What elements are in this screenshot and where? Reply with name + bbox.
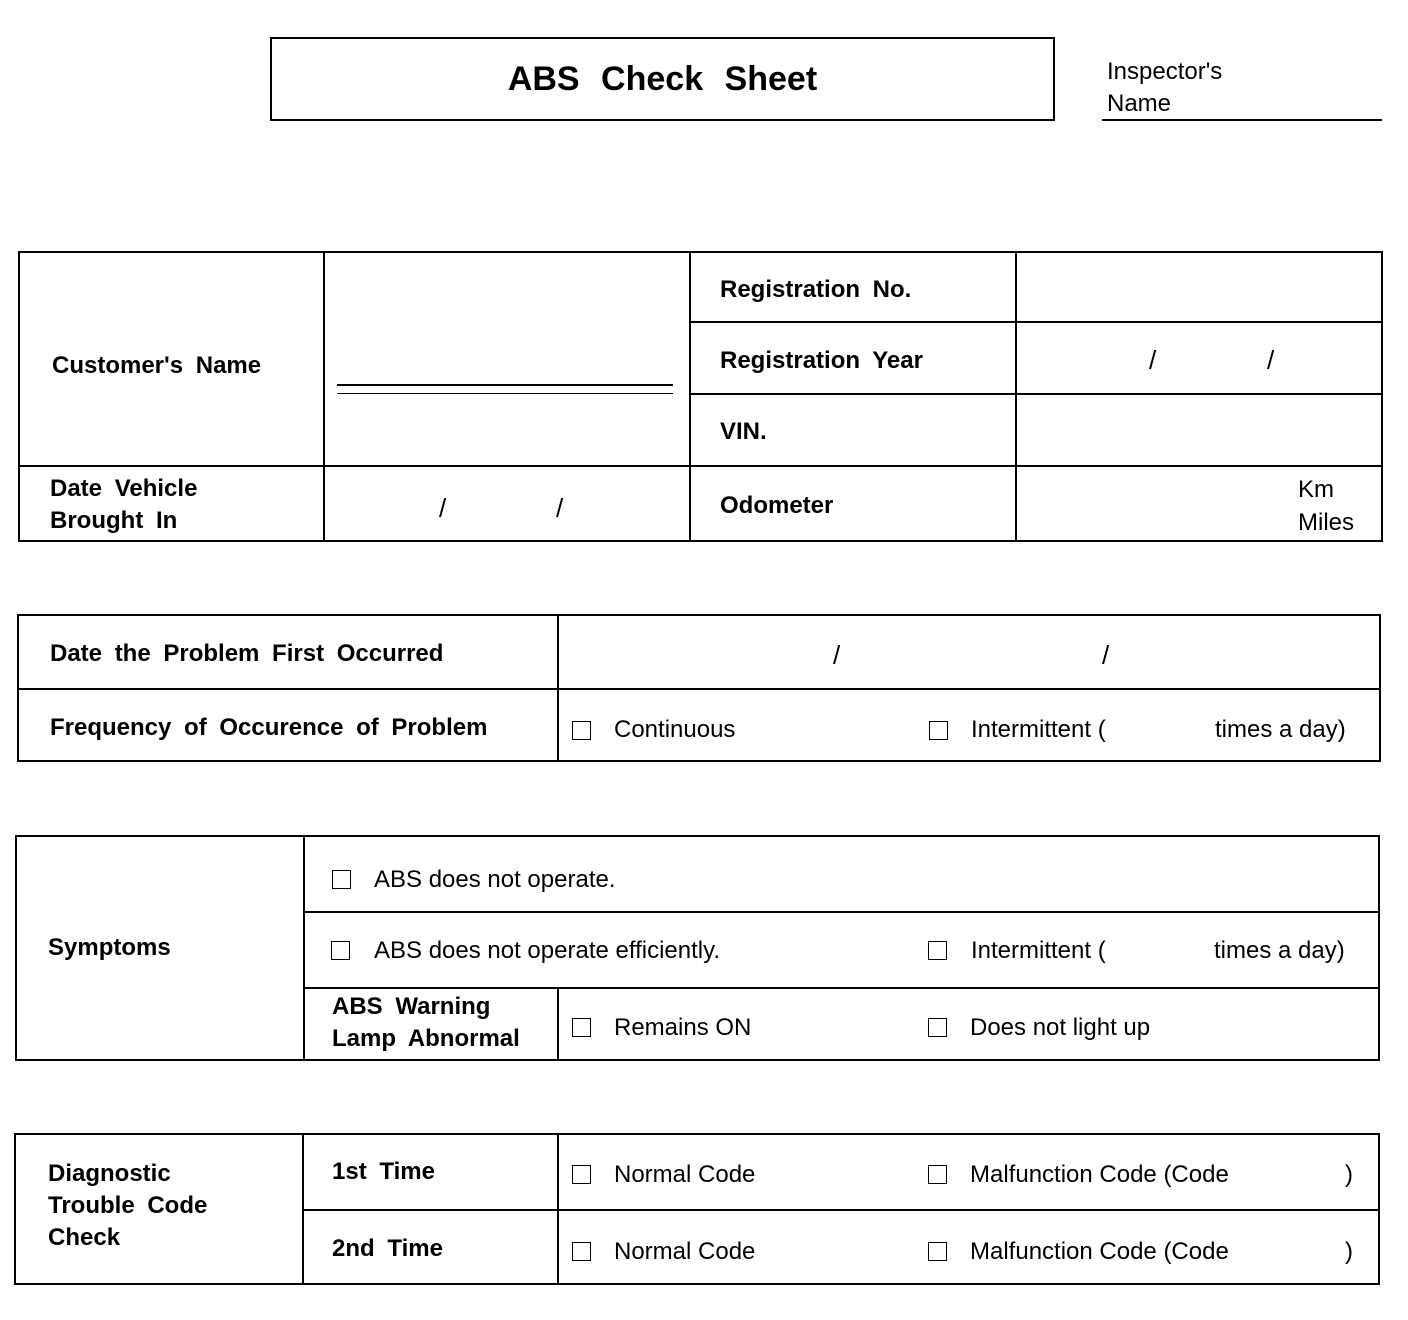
second-malfunction-code-label: Malfunction Code (Code [970, 1238, 1229, 1265]
symptom-times-a-day-label: times a day) [1214, 937, 1345, 964]
second-time-label: 2nd Time [332, 1235, 443, 1262]
odometer-label: Odometer [720, 492, 834, 519]
does-not-light-checkbox[interactable] [928, 1018, 947, 1037]
date-brought-in-field[interactable] [327, 469, 687, 540]
times-per-day-field[interactable] [1135, 712, 1211, 748]
dtc-check-label [48, 1158, 207, 1254]
divider [18, 465, 1383, 467]
inspector-label-line2: Name [1107, 90, 1172, 117]
inspector-name-label [1107, 56, 1222, 120]
first-occurred-field[interactable] [561, 618, 1377, 686]
inspector-name-field[interactable] [1102, 119, 1382, 121]
date-separator: / [556, 493, 564, 523]
page-title: ABS Check Sheet [270, 37, 1055, 121]
second-close-paren: ) [1345, 1238, 1353, 1265]
second-code-field[interactable] [1270, 1234, 1340, 1270]
second-normal-code-label: Normal Code [614, 1238, 756, 1265]
abs-not-efficient-label: ABS does not operate efficiently. [374, 937, 720, 964]
registration-year-field[interactable] [1019, 325, 1379, 391]
symptom-intermittent-checkbox[interactable] [928, 941, 947, 960]
registration-no-label: Registration No. [720, 276, 912, 303]
continuous-checkbox[interactable] [572, 721, 591, 740]
divider [689, 321, 1383, 323]
dtc-line3: Check [48, 1224, 121, 1251]
divider [302, 1209, 1380, 1211]
times-a-day-label: times a day) [1215, 716, 1346, 743]
date-brought-in-label [50, 473, 197, 537]
registration-year-label: Registration Year [720, 347, 923, 374]
km-unit: Km [1298, 476, 1334, 503]
warning-lamp-line2: Lamp Abnormal [332, 1025, 520, 1052]
customer-name-label: Customer's Name [52, 352, 262, 379]
continuous-label: Continuous [614, 716, 736, 743]
abs-not-efficient-checkbox[interactable] [331, 941, 350, 960]
divider [557, 987, 559, 1061]
abs-not-operate-checkbox[interactable] [332, 870, 351, 889]
vin-field[interactable] [1019, 397, 1379, 463]
inspector-label-line1: Inspector's [1107, 58, 1223, 85]
date-separator: / [1267, 345, 1275, 375]
first-occurred-label: Date the Problem First Occurred [50, 640, 444, 667]
date-brought-in-line2: Brought In [50, 507, 178, 534]
dtc-line1: Diagnostic [48, 1160, 171, 1187]
divider [303, 835, 305, 1061]
divider [17, 688, 1381, 690]
intermittent-checkbox[interactable] [929, 721, 948, 740]
warning-lamp-label [332, 991, 520, 1055]
does-not-light-label: Does not light up [970, 1014, 1151, 1041]
divider [303, 911, 1380, 913]
warning-lamp-line1: ABS Warning [332, 993, 491, 1020]
dtc-line2: Trouble Code [48, 1192, 208, 1219]
remains-on-label: Remains ON [614, 1014, 752, 1041]
remains-on-checkbox[interactable] [572, 1018, 591, 1037]
first-malfunction-code-checkbox[interactable] [928, 1165, 947, 1184]
symptoms-label: Symptoms [48, 934, 171, 961]
frequency-label: Frequency of Occurence of Problem [50, 714, 488, 741]
date-brought-in-line1: Date Vehicle [50, 475, 198, 502]
date-separator: / [439, 493, 447, 523]
divider [303, 987, 1380, 989]
date-separator: / [1102, 640, 1110, 670]
symptom-intermittent-label: Intermittent ( [971, 937, 1106, 964]
divider [689, 251, 691, 542]
first-normal-code-label: Normal Code [614, 1161, 756, 1188]
customer-name-field[interactable] [337, 384, 673, 398]
miles-unit: Miles [1298, 509, 1355, 536]
first-close-paren: ) [1345, 1161, 1353, 1188]
symptom-times-per-day-field[interactable] [1135, 933, 1211, 969]
second-normal-code-checkbox[interactable] [572, 1242, 591, 1261]
abs-not-operate-label: ABS does not operate. [374, 866, 616, 893]
intermittent-label: Intermittent ( [971, 716, 1106, 743]
divider [1015, 251, 1017, 542]
first-code-field[interactable] [1270, 1157, 1340, 1193]
field-underline [337, 384, 673, 386]
vin-label: VIN. [720, 418, 767, 445]
field-underline [337, 393, 673, 394]
registration-no-field[interactable] [1019, 255, 1379, 319]
divider [689, 393, 1383, 395]
date-separator: / [1149, 345, 1157, 375]
first-time-label: 1st Time [332, 1158, 435, 1185]
first-malfunction-code-label: Malfunction Code (Code [970, 1161, 1229, 1188]
date-separator: / [833, 640, 841, 670]
divider [323, 251, 325, 542]
second-malfunction-code-checkbox[interactable] [928, 1242, 947, 1261]
first-normal-code-checkbox[interactable] [572, 1165, 591, 1184]
